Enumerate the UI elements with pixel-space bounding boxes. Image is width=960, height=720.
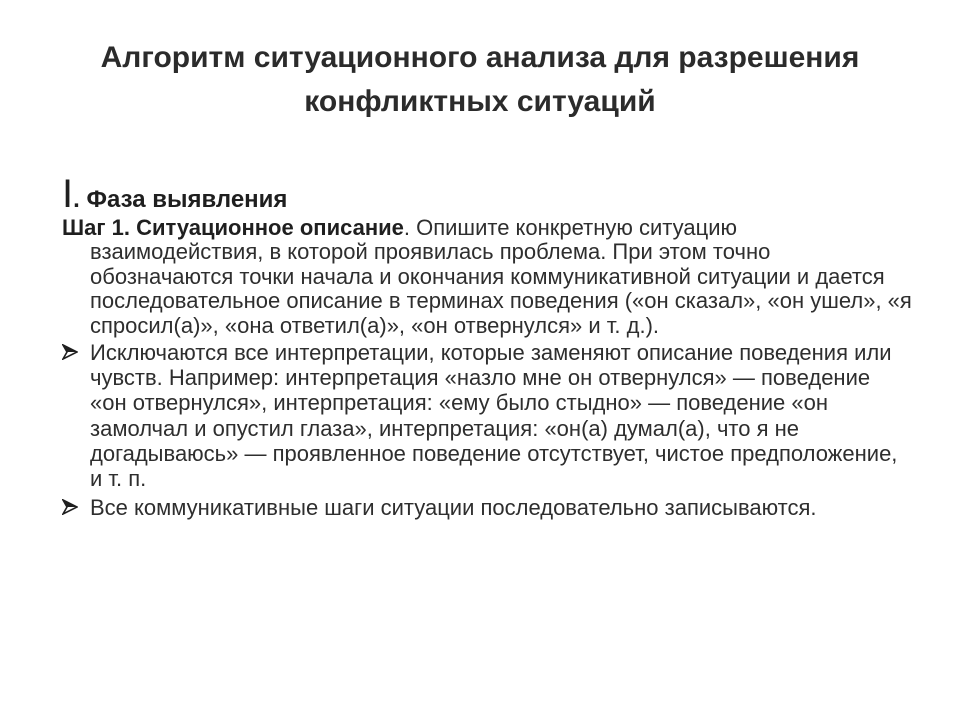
bullet-text: Все коммуникативные шаги ситуации последовательно записываются. — [90, 495, 817, 521]
step-label: Шаг 1. Ситуационное описание — [62, 215, 404, 240]
bullet-item — [62, 495, 912, 520]
slide-title-line-1: Алгоритм ситуационного анализа для разрешения — [100, 41, 860, 74]
bullet-item — [62, 340, 912, 491]
slide-title-line-2: конфликтных ситуаций — [304, 85, 656, 118]
arrowhead-bullet-icon — [62, 499, 78, 515]
bullet-text: Исключаются все интерпретации, которые заменяют описание поведения или чувств. Например: интерпретация «назло мне он отвернулся» — поведение «он отвернулся», интерпретация: «ему было стыдно» — поведение «он замолчал и опустил глаза», интерпретация: «он(а) думал(а), что я не догадываюсь» — проявленное поведение отсутствует, чистое предположение, и т. п. — [90, 340, 898, 492]
step-paragraph — [62, 216, 912, 338]
slide-title — [40, 36, 920, 124]
bullet-list — [62, 340, 912, 520]
phase-label: . Фаза выявления — [73, 186, 288, 213]
arrowhead-bullet-icon — [62, 344, 78, 360]
slide-body — [62, 172, 912, 524]
phase-heading — [62, 172, 912, 216]
step-text: . Опишите конкретную ситуацию взаимодействия, в которой проявилась проблема. При этом точно обозначаются точки начала и окончания коммуникативной ситуации и дается последовательное описание в терминах поведения («он сказал», «он ушел», «я спросил(а)», «она ответил(а)», «он отвернулся» и т. д.). — [90, 215, 912, 338]
phase-numeral: I — [62, 172, 74, 216]
